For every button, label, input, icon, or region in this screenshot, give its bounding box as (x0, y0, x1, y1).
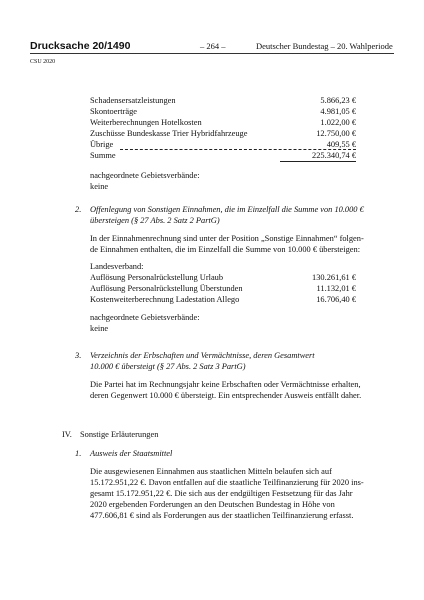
paragraph-line: In der Einnahmenrechnung sind unter der Position „Sonstige Einnahmen“ folgen- (90, 234, 364, 243)
paragraph-line: 15.172.951,22 €. Davon entfallen auf die staatliche Teilfinanzierung für 2020 ins- (90, 478, 364, 487)
section-title: Sonstige Erläuterungen (80, 430, 159, 439)
total-underline (280, 161, 356, 162)
table-row-label: Auflösung Personalrückstellung Überstunden (90, 284, 243, 293)
paragraph-line: Die ausgewiesenen Einnahmen aus staatlichen Mitteln belaufen sich auf (90, 467, 332, 476)
item-title: übersteigen (§ 27 Abs. 2 Satz 2 PartG) (90, 216, 220, 225)
document-number: Drucksache 20/1490 (30, 40, 131, 52)
table-row-value: 409,55 € (326, 140, 356, 149)
item-number: 1. (75, 449, 82, 458)
table-total-label: Summe (90, 151, 116, 160)
table-heading: Landesverband: (90, 262, 144, 271)
paragraph-line: 2020 ergebenden Forderungen an den Deutschen Bundestag in Höhe von (90, 500, 335, 509)
header-rule (30, 53, 394, 54)
dashed-rule (120, 149, 356, 150)
table-row-label: Auflösung Personalrückstellung Urlaub (90, 273, 224, 282)
subsection-heading: nachgeordnete Gebietsverbände: (90, 313, 200, 322)
section-tag: CSU 2020 (30, 59, 56, 65)
table-row-value: 4.981,05 € (320, 107, 356, 116)
paragraph-line: Die Partei hat im Rechnungsjahr keine Erbschaften oder Vermächtnisse erhalten, (90, 380, 361, 389)
section-number: IV. (62, 430, 72, 439)
subsection-text: keine (90, 182, 109, 191)
paragraph-line: deren Gegenwert 10.000 € übersteigt. Ein entsprechender Ausweis entfällt daher. (90, 391, 362, 400)
paragraph-line: de Einnahmen enthalten, die im Einzelfall die Summe von 10.000 € übersteigen: (90, 245, 361, 254)
subsection-heading: nachgeordnete Gebietsverbände: (90, 171, 200, 180)
item-title: Offenlegung von Sonstigen Einnahmen, die im Einzelfall die Summe von 10.000 € (90, 205, 364, 214)
item-title: 10.000 € übersteigt (§ 27 Abs. 2 Satz 3 PartG) (90, 362, 246, 371)
table-row-value: 1.022,00 € (320, 118, 356, 127)
table-row-label: Zuschüsse Bundeskasse Trier Hybridfahrzeuge (90, 129, 248, 138)
table-row-label: Weiterberechnungen Hotelkosten (90, 118, 202, 127)
item-title: Verzeichnis der Erbschaften und Vermächtnisse, deren Gesamtwert (90, 351, 315, 360)
table-row-value: 5.866,23 € (320, 96, 356, 105)
table-row-value: 12.750,00 € (316, 129, 356, 138)
item-title: Ausweis der Staatsmittel (90, 449, 173, 458)
table-row-label: Skontoerträge (90, 107, 137, 116)
table-row-value: 16.706,40 € (316, 295, 356, 304)
table-row-value: 130.261,61 € (312, 273, 356, 282)
paragraph-line: 477.606,81 € sind als Forderungen aus der staatlichen Teilfinanzierung erfasst. (90, 511, 354, 520)
table-row-value: 11.132,01 € (316, 284, 356, 293)
paragraph-line: gesamt 15.172.951,22 €. Die sich aus der endgültigen Festsetzung für das Jahr (90, 489, 353, 498)
item-number: 2. (75, 205, 82, 214)
table-total-value: 225.340,74 € (312, 151, 356, 160)
item-number: 3. (75, 351, 82, 360)
table-row-label: Übrige (90, 140, 114, 149)
subsection-text: keine (90, 324, 109, 333)
publisher-label: Deutscher Bundestag – 20. Wahlperiode (256, 41, 393, 51)
table-row-label: Schadensersatzleistungen (90, 96, 176, 105)
page-number: – 264 – (200, 41, 226, 51)
table-row-label: Kostenweiterberechnung Ladestation Allego (90, 295, 240, 304)
